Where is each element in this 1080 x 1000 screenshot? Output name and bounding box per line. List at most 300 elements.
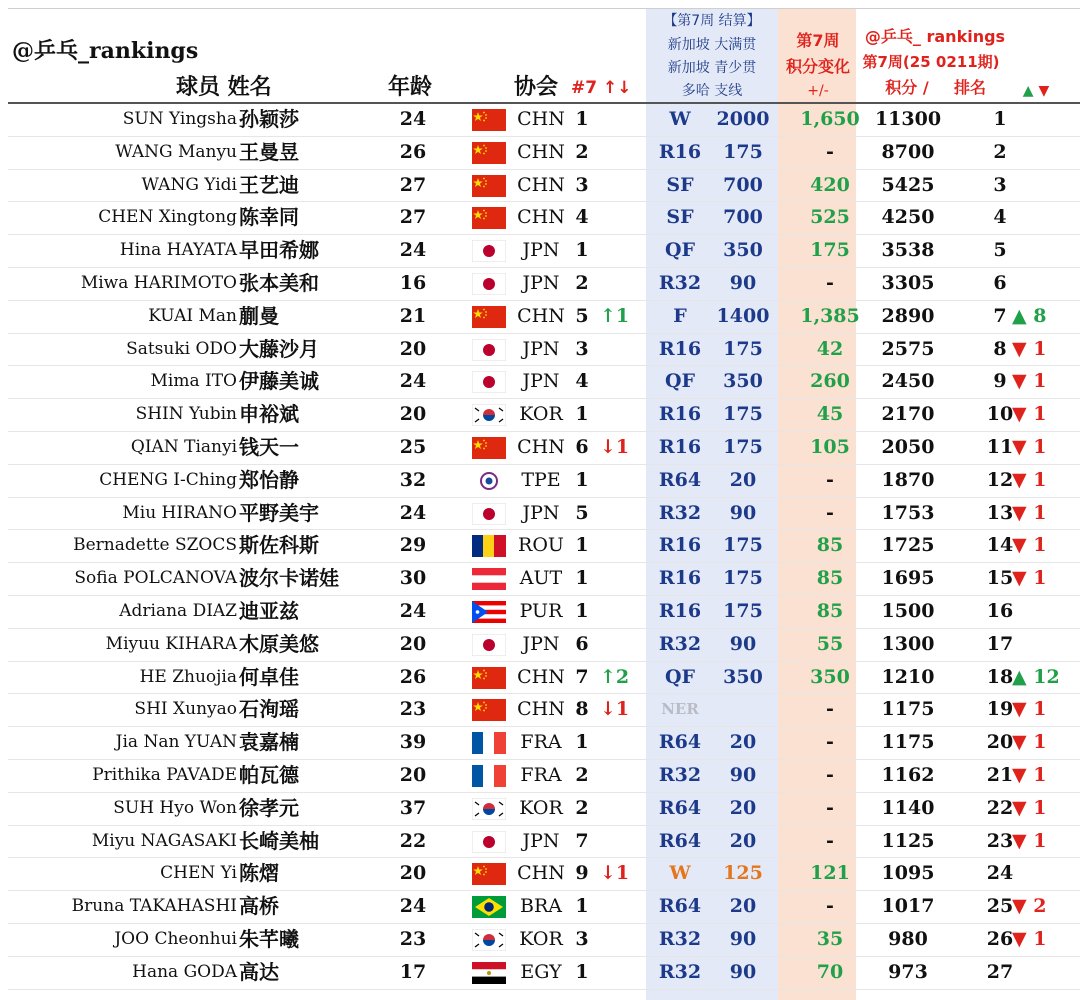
points-change: - [826,468,834,491]
event-result: R64 [658,829,702,852]
world-rank: 19 [986,698,1014,721]
player-name-zh: 钱天一 [239,435,299,459]
player-age: 20 [399,632,427,655]
world-rank-move: ▼ 1 [1012,928,1047,950]
world-rank-move: ▼ 1 [1012,796,1047,819]
national-rank: 2 [575,140,589,163]
player-name-zh: 郑怡静 [239,467,299,492]
player-name-zh: 长崎美柚 [239,828,319,853]
event-result: R16 [658,140,702,163]
player-age: 27 [399,206,427,229]
player-age: 24 [399,895,427,918]
header-event-line-3: 多哈 支线 [681,83,743,99]
total-points: 1140 [881,796,935,819]
world-rank: 11 [986,436,1014,458]
player-name-zh: 孙颖莎 [239,107,299,131]
event-result: R32 [658,764,702,786]
national-rank: 6 [575,632,589,655]
fra-flag-icon [472,732,506,754]
world-rank-move: ▼ 1 [1012,370,1047,393]
event-points: 175 [723,436,763,458]
event-result: W [669,862,691,885]
national-rank: 3 [575,173,589,196]
player-name-zh: 陈幸同 [239,205,299,230]
player-name-zh: 伊藤美诚 [239,369,319,394]
player-name-en: Satsuki ODO [126,338,237,359]
national-rank: 4 [575,370,589,393]
world-rank-move: ▼ 1 [1012,501,1047,524]
national-rank: 1 [575,403,589,426]
player-name-zh: 王艺迪 [239,172,299,197]
event-result: R16 [658,600,702,622]
association-code: JPN [522,272,560,294]
chn-flag-icon [472,175,506,197]
event-result: R32 [658,960,702,983]
association-code: CHN [517,698,565,721]
world-rank-move: ▼ 1 [1012,764,1047,786]
player-age: 25 [399,436,427,458]
player-age: 16 [399,272,427,294]
world-rank: 6 [993,272,1007,294]
chn-flag-icon [472,699,506,721]
jpn-flag-icon [472,831,506,853]
player-name-en: Sofia POLCANOVA [74,568,237,589]
player-age: 24 [399,370,427,393]
event-points: 20 [729,731,757,754]
jpn-flag-icon [472,634,506,656]
kor-flag-icon [472,929,506,951]
event-points: 175 [723,600,763,622]
world-rank-move: ▼ 1 [1012,468,1047,491]
player-name-en: JOO Cheonhui [114,929,237,949]
total-points: 4250 [881,206,935,229]
national-rank: 1 [575,731,589,754]
national-rank: 7 [575,829,589,852]
player-name-en: Miwa HARIMOTO [80,273,237,293]
event-points: 175 [723,567,763,590]
chn-flag-icon [472,306,506,328]
world-rank-move: ▼ 1 [1012,567,1047,590]
event-result: R64 [658,796,702,819]
event-points: 700 [723,206,763,229]
event-points: 350 [723,239,763,262]
event-points: 125 [723,862,763,885]
table-row [0,464,1080,497]
points-change: 85 [816,567,844,590]
player-name-zh: 袁嘉楠 [239,730,299,755]
event-result: R32 [658,272,702,294]
header-event-line-1: 新加坡 大满贯 [667,37,757,53]
world-rank: 15 [986,567,1014,590]
world-rank: 27 [986,960,1014,983]
table-row [0,628,1080,661]
player-name-en: CHENG I-Ching [99,469,237,490]
points-change: - [826,140,834,163]
header-rank: 排名 [953,78,986,97]
bra-flag-icon [472,896,506,918]
table-row [0,825,1080,858]
jpn-flag-icon [472,371,506,393]
national-rank: 5 [575,304,589,327]
total-points: 2890 [881,304,935,327]
world-rank: 18 [986,665,1014,688]
player-name-en: Adriana DIAZ [119,601,237,621]
association-code: JPN [522,239,560,262]
chn-flag-icon [472,207,506,229]
player-name-en: QIAN Tianyi [130,437,237,457]
association-code: ROU [518,534,564,557]
points-change: 45 [816,403,844,426]
points-change: 85 [816,534,844,557]
world-rank: 26 [986,928,1014,950]
association-code: CHN [517,140,565,163]
event-result: R16 [658,337,702,360]
player-age: 20 [399,764,427,786]
event-points: 175 [723,337,763,360]
header-change-title-2: 积分变化 [785,57,850,76]
player-age: 39 [399,731,427,754]
total-points: 1175 [881,731,935,754]
event-result: QF [664,239,696,262]
total-points: 1095 [881,862,935,885]
association-code: CHN [517,862,565,885]
association-code: KOR [519,928,563,950]
total-points: 1500 [881,600,935,622]
event-result: R64 [658,468,702,491]
world-rank: 23 [986,829,1014,852]
world-rank-move: ▼ 1 [1012,337,1047,360]
total-points: 1725 [881,534,935,557]
national-rank-move: ↑2 [600,665,630,688]
total-points: 1017 [881,895,935,918]
national-rank: 1 [575,239,589,262]
association-code: JPN [522,632,560,655]
association-code: FRA [520,764,562,786]
points-change: - [826,796,834,819]
world-rank: 17 [986,632,1014,655]
player-age: 32 [399,468,427,491]
player-name-zh: 迪亚兹 [239,599,299,623]
association-code: JPN [522,337,560,360]
event-points: 1400 [716,304,770,327]
table-row [0,431,1080,464]
national-rank-move: ↑1 [600,304,630,327]
national-rank: 1 [575,567,589,590]
header-points: 积分 / [885,78,929,97]
association-code: CHN [517,304,565,327]
world-rank-move: ▼ 1 [1012,403,1047,426]
national-rank: 9 [575,862,589,885]
player-name-en: Miyuu KIHARA [105,633,237,654]
national-rank: 1 [575,600,589,622]
world-rank: 20 [986,731,1014,754]
player-name-zh: 高达 [239,959,279,984]
event-points: 20 [729,468,757,491]
points-change: - [826,895,834,918]
event-result: R16 [658,567,702,590]
world-rank: 22 [986,796,1014,819]
header-change-title-3: +/- [807,83,829,99]
player-age: 23 [399,928,427,950]
player-name-en: Miyu NAGASAKI [91,830,237,851]
event-points: 175 [723,534,763,557]
table-row [0,661,1080,694]
player-age: 27 [399,173,427,196]
player-age: 20 [399,862,427,885]
points-change: - [826,501,834,524]
event-result: QF [664,665,696,688]
points-change: 1,385 [800,304,860,327]
event-points: 90 [729,960,757,983]
event-result: F [673,304,687,327]
table-row [0,923,1080,956]
world-rank-move: ▼ 1 [1012,829,1047,852]
points-change: 260 [810,370,850,393]
player-age: 23 [399,698,427,721]
player-name-en: KUAI Man [148,305,237,326]
event-points: 90 [729,928,757,950]
total-points: 2050 [881,436,935,458]
player-age: 37 [399,796,427,819]
world-rank-move: ▼ 1 [1012,436,1047,458]
association-code: TPE [521,468,561,491]
total-points: 3538 [881,239,935,262]
association-code: CHN [517,108,565,130]
world-rank: 25 [986,895,1014,918]
table-row [0,726,1080,759]
points-change: 105 [810,436,850,458]
table-row [0,562,1080,595]
fra-flag-icon [472,765,506,787]
table-row [0,103,1080,136]
header-week: 第7周(25 0211期) [862,53,1000,71]
event-points: 20 [729,796,757,819]
chn-flag-icon [472,667,506,689]
player-age: 24 [399,501,427,524]
association-code: CHN [517,206,565,229]
world-rank: 3 [993,173,1007,196]
player-age: 24 [399,108,427,130]
player-age: 26 [399,140,427,163]
chn-flag-icon [472,863,506,885]
world-rank: 7 [993,304,1007,327]
world-rank-move: ▲ 8 [1012,304,1047,327]
event-result: R64 [658,895,702,918]
player-name-en: Hina HAYATA [119,240,237,261]
association-code: JPN [522,829,560,852]
total-points: 5425 [881,173,935,196]
points-change: 70 [816,960,844,983]
points-change: - [826,764,834,786]
event-points: 90 [729,764,757,786]
header-events-title: 【第7周 结算】 [663,13,761,29]
world-rank: 8 [993,337,1007,360]
total-points: 1210 [881,665,935,688]
player-name-en: Jia Nan YUAN [115,732,237,753]
table-row [0,169,1080,202]
total-points: 1125 [881,829,935,852]
world-rank: 14 [986,534,1014,557]
total-points: 1175 [881,698,935,721]
player-name-zh: 朱芊曦 [239,927,299,951]
event-points: 20 [729,829,757,852]
player-name-zh: 张本美和 [239,271,319,295]
points-change: 1,650 [800,108,860,130]
table-row [0,595,1080,628]
association-code: PUR [519,600,563,622]
header-change-title-1: 第7周 [796,31,840,50]
player-name-en: CHEN Xingtong [98,207,237,228]
event-result: R16 [658,534,702,557]
points-change: 85 [816,600,844,622]
player-age: 26 [399,665,427,688]
event-points: 2000 [716,108,770,130]
kor-flag-icon [472,404,506,426]
table-row [0,759,1080,792]
event-points: 175 [723,403,763,426]
player-name-en: HE Zhuojia [139,666,237,687]
event-points: 700 [723,173,763,196]
top-border [8,8,1080,9]
world-rank-move: ▼ 1 [1012,698,1047,721]
player-name-zh: 石洵瑶 [239,697,299,722]
national-rank: 5 [575,501,589,524]
chn-flag-icon [472,142,506,164]
points-change: - [826,272,834,294]
chn-flag-icon [472,109,506,131]
player-name-zh: 平野美宇 [239,500,319,525]
event-points: 350 [723,665,763,688]
player-name-zh: 帕瓦德 [239,763,299,787]
total-points: 980 [888,928,928,950]
player-name-zh: 申裕斌 [239,402,299,427]
association-code: FRA [520,731,562,754]
player-name-zh: 斯佐科斯 [239,533,319,558]
player-name-en: Bruna TAKAHASHI [71,896,237,917]
player-name-en: SUN Yingsha [122,109,237,129]
world-rank: 2 [993,140,1007,163]
event-points: 90 [729,632,757,655]
player-name-en: Hana GODA [132,961,237,982]
association-code: KOR [519,796,563,819]
player-age: 24 [399,600,427,622]
player-name-en: WANG Yidi [141,174,237,195]
player-name-en: SHIN Yubin [135,404,237,425]
player-name-zh: 早田希娜 [239,238,319,263]
event-points: 175 [723,140,763,163]
points-change: 525 [810,206,850,229]
player-name-zh: 波尔卡诺娃 [239,566,339,591]
aut-flag-icon [472,568,506,590]
kor-flag-icon [472,798,506,820]
player-age: 17 [399,960,427,983]
points-change: 55 [816,632,844,655]
points-change: 121 [810,862,850,885]
event-result: R16 [658,403,702,426]
header-association: 协会 [514,75,559,100]
table-row [0,693,1080,726]
tpe-flag-icon [472,470,506,492]
national-rank: 4 [575,206,589,229]
world-rank: 12 [986,468,1014,491]
player-age: 21 [399,304,427,327]
event-points: 350 [723,370,763,393]
player-age: 29 [399,534,427,557]
total-points: 973 [888,960,928,983]
rou-flag-icon [472,535,506,557]
table-row [0,267,1080,300]
header-event-line-2: 新加坡 青少贯 [667,60,757,76]
event-result: SF [666,173,694,196]
event-result: W [669,108,691,130]
jpn-flag-icon [472,240,506,262]
national-rank: 6 [575,436,589,458]
national-rank: 3 [575,337,589,360]
association-code: KOR [519,403,563,426]
association-code: BRA [520,895,562,918]
association-code: CHN [517,173,565,196]
player-age: 20 [399,403,427,426]
player-name-zh: 木原美悠 [239,631,319,656]
world-rank-move: ▼ 1 [1012,731,1047,754]
jpn-flag-icon [472,273,506,295]
association-code: AUT [519,567,563,590]
association-code: EGY [520,960,562,983]
event-points: 90 [729,272,757,294]
table-row [0,956,1080,989]
national-rank: 7 [575,665,589,688]
event-result: R16 [658,436,702,458]
total-points: 1695 [881,567,935,590]
total-points: 2575 [881,337,935,360]
association-code: JPN [522,501,560,524]
total-points: 3305 [881,272,935,294]
total-points: 1162 [881,764,935,786]
points-change: - [826,731,834,754]
total-points: 8700 [881,140,935,163]
player-name-en: Prithika PAVADE [92,765,237,785]
player-name-zh: 徐孝元 [239,795,299,820]
player-name-en: WANG Manyu [115,141,237,162]
player-name-en: Mima ITO [150,371,237,392]
table-row [0,529,1080,562]
points-change: - [826,829,834,852]
world-rank: 9 [993,370,1007,393]
national-rank-move: ↓1 [600,436,630,458]
table-row [0,497,1080,530]
table-row [0,857,1080,890]
player-name-en: CHEN Yi [160,863,237,884]
table-row [0,300,1080,333]
table-row [0,333,1080,366]
player-name-en: SHI Xunyao [134,699,237,720]
player-name-zh: 陈熠 [239,861,279,886]
header-player-name: 球员 姓名 [176,75,272,100]
world-rank-move: ▲ 12 [1012,665,1060,688]
national-rank: 2 [575,764,589,786]
total-points: 1300 [881,632,935,655]
total-points: 11300 [874,108,942,130]
table-row [0,136,1080,169]
event-result: R32 [658,501,702,524]
national-rank-move: ↓1 [600,862,630,885]
national-rank: 1 [575,108,589,130]
player-name-en: SUH Hyo Won [113,797,237,818]
points-change: 420 [810,173,850,196]
national-rank-move: ↓1 [600,698,630,721]
event-result: QF [664,370,696,393]
pur-flag-icon [472,601,506,623]
